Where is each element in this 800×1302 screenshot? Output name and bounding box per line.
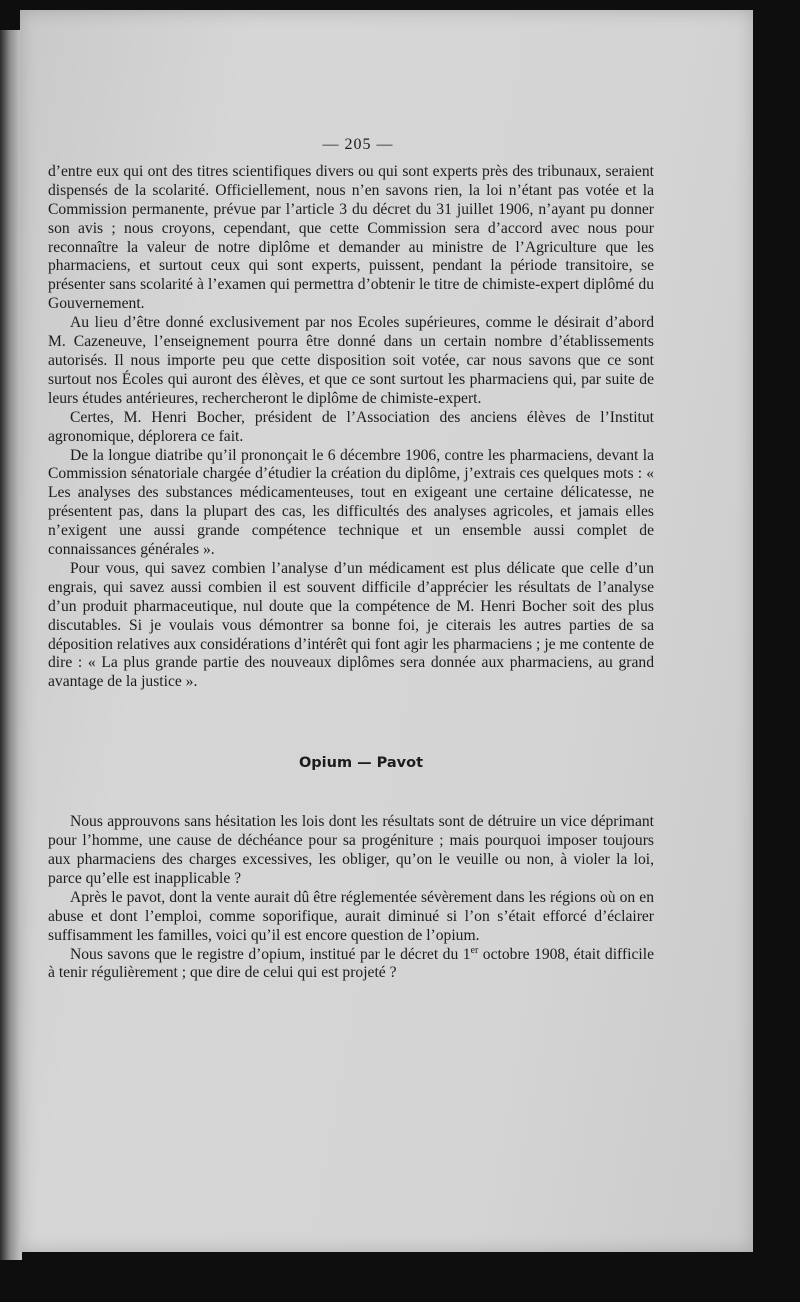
paragraph: d’entre eux qui ont des titres scientifiques divers ou qui sont experts près des tribunaux, seraient dispensés de la scolarité. Officiellement, nous n’en savons rien, la loi n’étant pas votée et la Commission permanente, prévue par l’article 3 du décret du 31 juillet 1906, n’ayant pu donner son avis ; nous croyons, cependant, que cette Commission sera d’accord avec nous pour reconnaître la valeur de notre diplôme et demander au ministre de l’Agriculture que les pharmaciens, et surtout ceux qui sont experts, puissent, pendant la période transitoire, se présenter sans scolarité à l’examen qui permettra d’obtenir le titre de chimiste-expert diplômé du Gouvernement. (48, 162, 654, 313)
paragraph: Certes, M. Henri Bocher, président de l’Association des anciens élèves de l’Institut agronomique, déplorera ce fait. (48, 408, 654, 445)
paragraph-text-after: octobre 1908, était difficile à tenir régulièrement ; que dire de celui qui est projeté ? (48, 945, 655, 982)
paragraph: Nous approuvons sans hésitation les lois dont les résultats sont de détruire un vice déprimant pour l’homme, une cause de déchéance pour sa progéniture ; mais pourquoi imposer toujours aux pharmaciens des charges excessives, les obliger, qu’on le veuille ou non, à violer la loi, parce qu’elle est inapplicable ? (48, 813, 654, 887)
paragraph: Au lieu d’être donné exclusivement par nos Ecoles supérieures, comme le désirait d’abord M. Cazeneuve, l’enseignement pourra être donné dans un certain nombre d’établissements autorisés. Il nous importe peu que cette disposition soit votée, car nous savons que ce sont surtout nos Écoles qui auront des élèves, et que ce sont surtout les pharmaciens qui, par suite de leurs études antérieures, rechercheront le diplôme de chimiste-expert. (48, 314, 654, 407)
paragraph: Après le pavot, dont la vente aurait dû être réglementée sévèrement dans les régions où on en abuse et dont l’emploi, comme soporifique, aurait diminué si l’on s’était efforcé d’éclairer suffisamment les familles, voici qu’il est encore question de l’opium. (48, 888, 654, 944)
page-text (48, 136, 654, 983)
paragraph: Pour vous, qui savez combien l’analyse d’un médicament est plus délicate que celle d’un engrais, qui savez aussi combien il est souvent difficile d’apprécier les résultats de l’analyse d’un produit pharmaceutique, nul doute que la compétence de M. Henri Bocher soit des plus discutables. Si je voulais vous démontrer sa bonne foi, je citerais les autres parties de sa déposition relatives aux considérations d’intérêt qui font agir les pharmaciens ; je me contente de dire : « La plus grande partie des nouveaux diplômes sera donnée aux pharmaciens, au grand avantage de la justice ». (48, 559, 654, 691)
superscript: er (470, 944, 479, 956)
paragraph-last (48, 946, 654, 984)
page-number: — 205 — (322, 136, 394, 153)
adjacent-page-edge (0, 30, 22, 1260)
paragraph-text-before: Nous savons que le registre d’opium, institué par le décret du 1 (70, 945, 471, 963)
section-title: Opium — Pavot (298, 755, 424, 772)
paragraph: De la longue diatribe qu’il prononçait le 6 décembre 1906, contre les pharmaciens, devant la Commission sénatoriale chargée d’étudier la création du diplôme, j’extrais ces quelques mots : « Les analyses des substances médicamenteuses, tout en exigeant une certaine délicatesse, ne présentent pas, dans la plupart des cas, les difficultés des analyses agricoles, et jamais elles n’exigent une aussi grande compétence technique et un ensemble aussi complet de connaissances générales ». (48, 446, 654, 559)
document-page (20, 10, 753, 1252)
